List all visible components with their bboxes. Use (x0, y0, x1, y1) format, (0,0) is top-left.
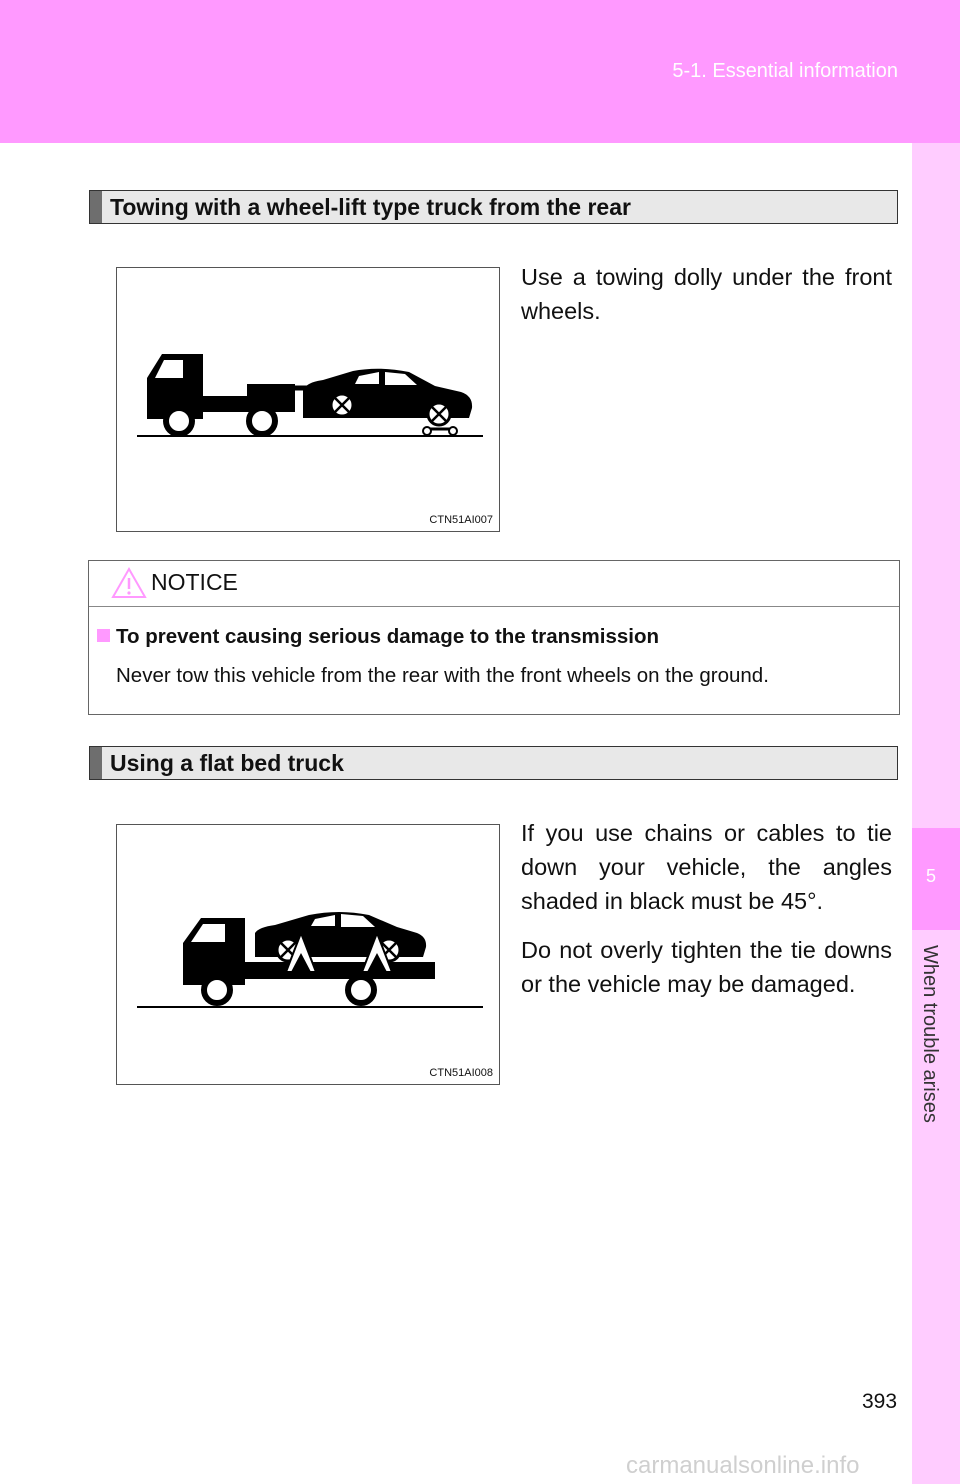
figure-code: CTN51AI008 (429, 1067, 493, 1079)
side-strip (912, 143, 960, 1484)
notice-subheading (97, 625, 659, 649)
figure-flat-bed-truck (116, 824, 500, 1085)
dolly-wheel (423, 427, 431, 435)
figure-code: CTN51AI007 (429, 514, 493, 526)
flat-bed-paragraph-2: Do not overly tighten the tie downs or the vehicle may be damaged. (521, 937, 892, 997)
truck-front-wheel (166, 408, 192, 434)
warning-triangle-icon (111, 566, 147, 600)
truck-front-wheel (204, 977, 230, 1003)
heading-bar (90, 191, 102, 223)
section-heading-rear-tow (89, 190, 898, 224)
tow-truck-bed (247, 384, 295, 398)
flat-bed-truck-illustration (117, 825, 501, 1086)
watermark: carmanualsonline.info (626, 1452, 860, 1479)
section-heading-text: Towing with a wheel-lift type truck from the rear (110, 194, 631, 220)
notice-box (88, 560, 900, 715)
flat-bed (245, 962, 435, 979)
notice-title: NOTICE (151, 569, 238, 595)
notice-header (89, 561, 899, 607)
section-heading-text: Using a flat bed truck (110, 750, 344, 776)
heading-bar (90, 747, 102, 779)
figure-wheel-lift-tow (116, 267, 500, 532)
truck-rear-wheel (249, 408, 275, 434)
page-number: 393 (862, 1390, 898, 1413)
rear-tow-text: Use a towing dolly under the front wheels. (521, 264, 892, 324)
section-heading-flat-bed (89, 746, 898, 780)
notice-text: Never tow this vehicle from the rear with the front wheels on the ground. (116, 664, 769, 687)
dolly-wheel (449, 427, 457, 435)
notice-subheading-text: To prevent causing serious damage to the transmission (116, 625, 659, 648)
tow-truck-frame (203, 396, 295, 412)
chapter-label: When trouble arises (919, 945, 941, 1123)
square-bullet-icon (97, 629, 110, 642)
rear-tow-instruction (521, 260, 892, 343)
chapter-section-title: 5-1. Essential information (672, 60, 898, 82)
flat-bed-instructions (521, 816, 892, 1016)
wheel-lift-tow-illustration (117, 268, 501, 533)
flat-bed-paragraph-1: If you use chains or cables to tie down your vehicle, the angles shaded in black must be 45°. (521, 820, 892, 914)
truck-rear-wheel (348, 977, 374, 1003)
chapter-number: 5 (925, 866, 936, 886)
